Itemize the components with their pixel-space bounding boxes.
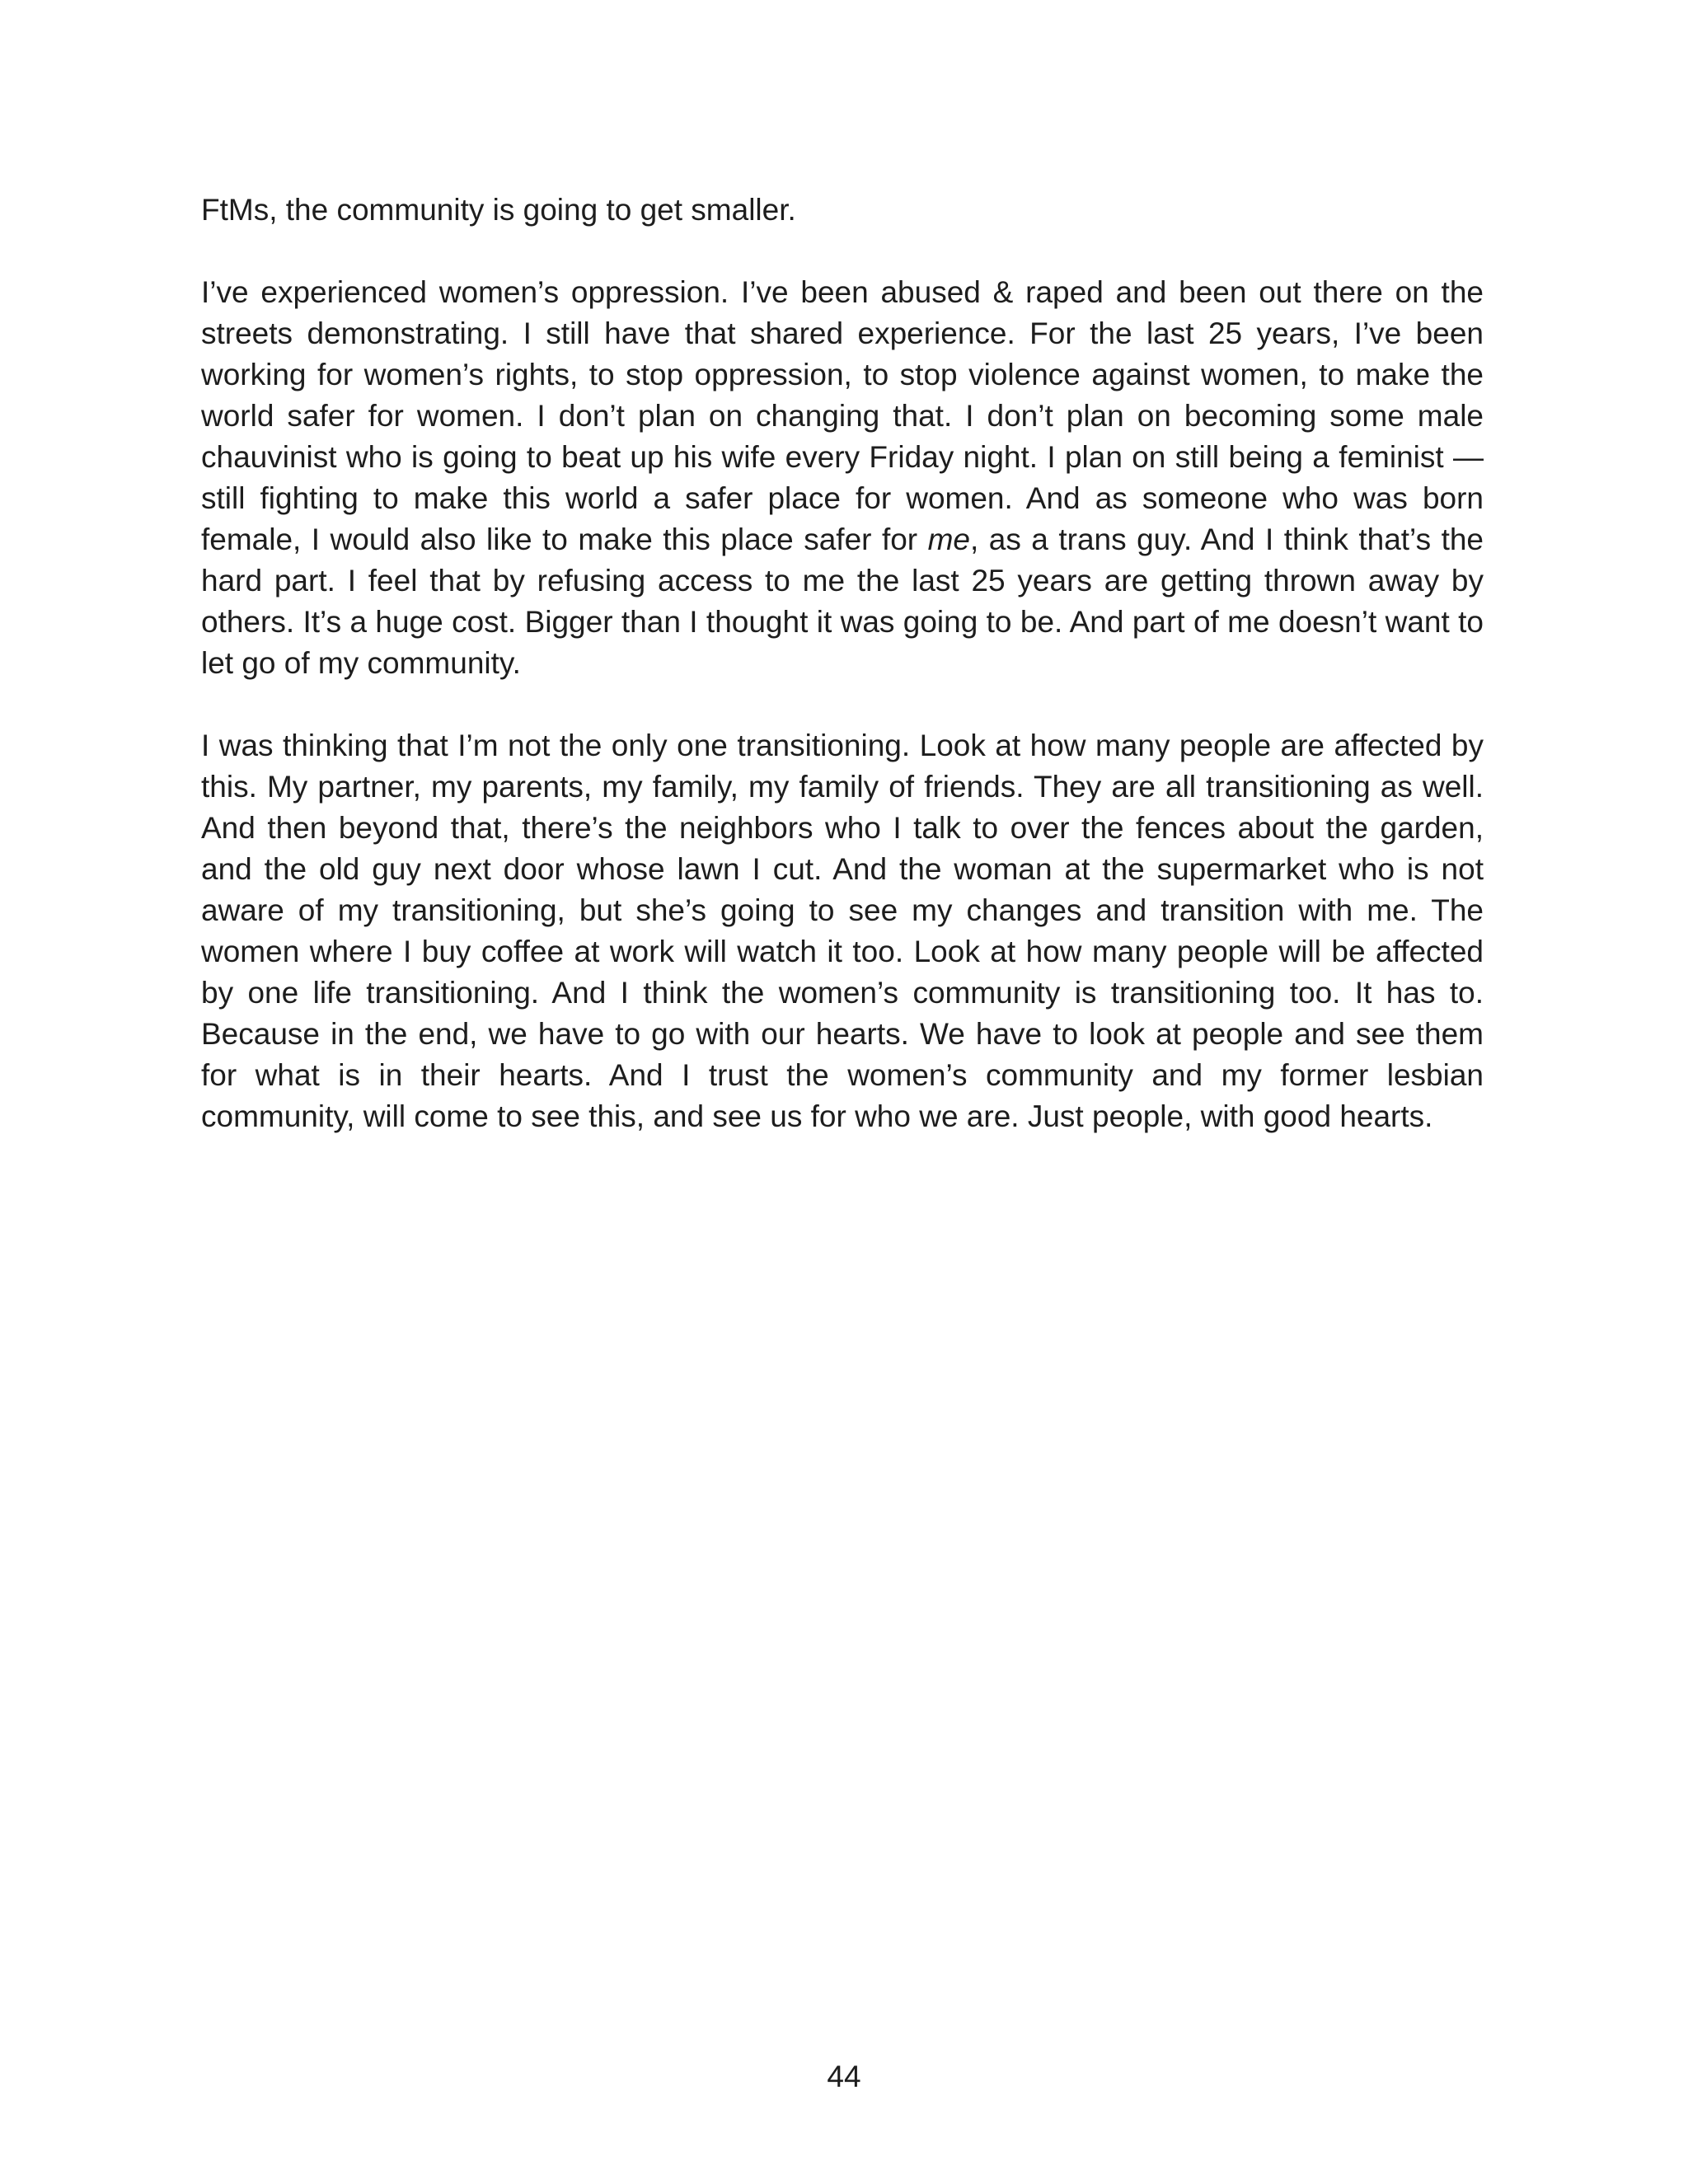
paragraph-1: FtMs, the community is going to get smaller. — [201, 193, 796, 227]
paragraph-2-text-after: , as a trans guy. And I think that’s the hard part. I feel that by refusing access to me the last 25 years are getting thrown away by others. It’s a huge cost. Bigger than I thought it was going to be. And part of me doesn’t want to let go of my community. — [201, 523, 1484, 680]
paragraph-2-emphasis: me — [927, 523, 971, 556]
paragraph-2 — [201, 272, 1484, 684]
paragraph-3: I was thinking that I’m not the only one transitioning. Look at how many people are affected by this. My partner, my parents, my family, my family of friends. They are all transitioning as well. And then beyond that, there’s the neighbors who I talk to over the fences about the garden, and the old guy next door whose lawn I cut. And the woman at the supermarket who is not aware of my transitioning, but she’s going to see my changes and transition with me. The women where I buy coffee at work will watch it too. Look at how many people will be affected by one life transitioning. And I think the women’s community is transitioning too. It has to. Because in the end, we have to go with our hearts. We have to look at people and see them for what is in their hearts. And I trust the women’s community and my former lesbian community, will come to see this, and see us for who we are. Just people, with good hearts. — [201, 729, 1484, 1133]
paragraph-2-text-before: I’ve experienced women’s oppression. I’ve been abused & raped and been out there on the streets demonstrating. I still have that shared experience. For the last 25 years, I’ve been working for women’s rights, to stop oppression, to stop violence against women, to make the world safer for women. I don’t plan on changing that. I don’t plan on becoming some male chauvinist who is going to beat up his wife every Friday night. I plan on still being a feminist — still fighting to make this world a safer place for women. And as someone who was born female, I would also like to make this place safer for — [201, 275, 1484, 556]
body-text — [201, 190, 1484, 1137]
page-number: 44 — [827, 2060, 861, 2093]
